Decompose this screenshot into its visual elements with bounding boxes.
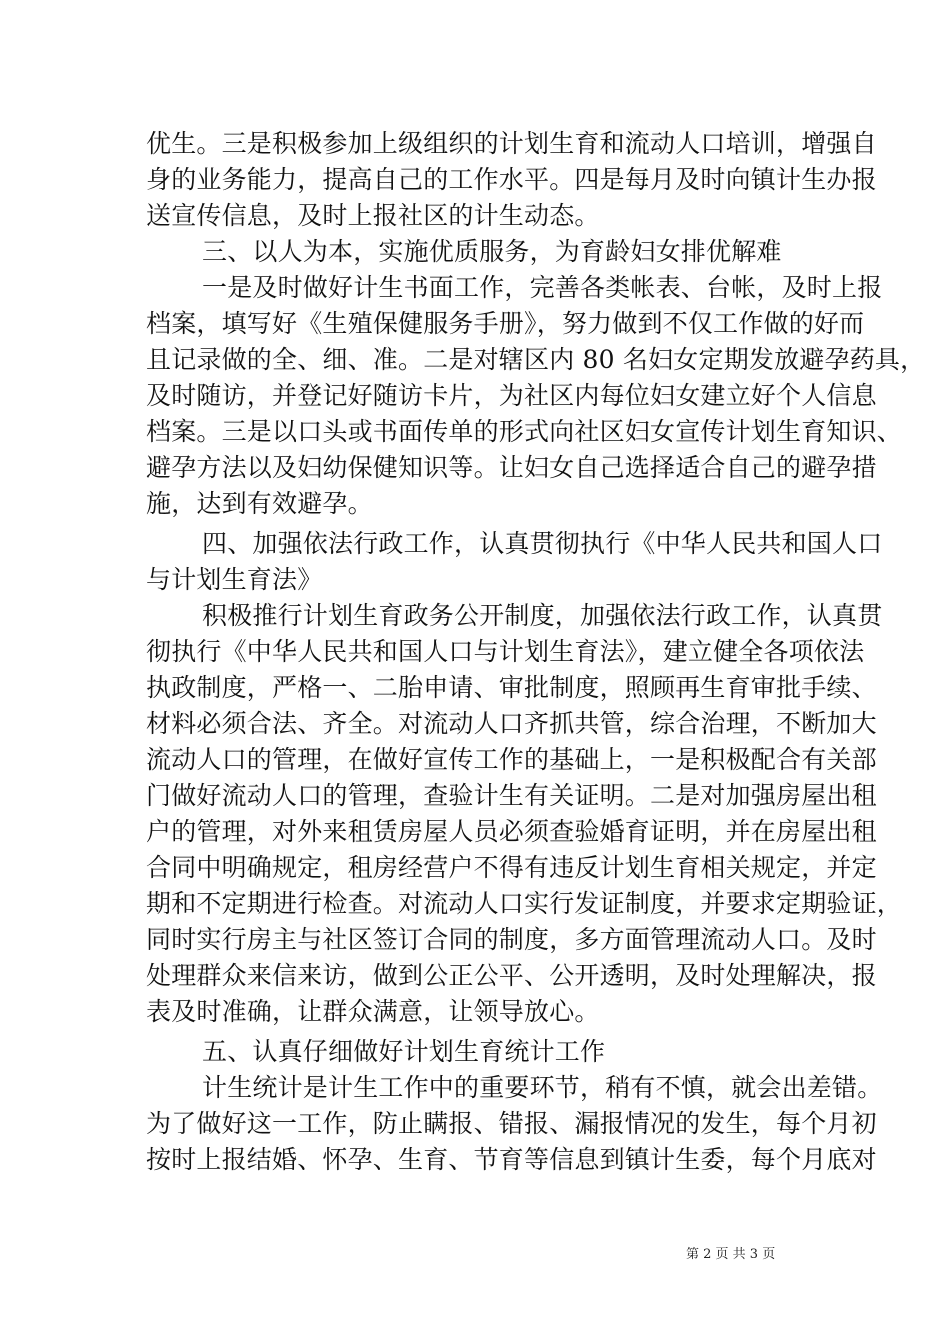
- text-line: 一是及时做好计生书面工作，完善各类帐表、台帐，及时上报: [202, 273, 883, 302]
- section-heading-4: 四、加强依法行政工作，认真贯彻执行《中华人民共和国人口: [202, 529, 883, 558]
- text-line: 合同中明确规定，租房经营户不得有违反计划生育相关规定，并定: [146, 853, 877, 882]
- section-heading-3: 三、以人为本，实施优质服务，为育龄妇女排优解难: [202, 237, 782, 266]
- section-heading-4-cont: 与计划生育法》: [146, 565, 323, 594]
- text-line: 计生统计是计生工作中的重要环节，稍有不慎，就会出差错。: [202, 1073, 883, 1102]
- text-line: 档案。三是以口头或书面传单的形式向社区妇女宣传计划生育知识、: [146, 417, 903, 446]
- text-line: 为了做好这一工作，防止瞒报、错报、漏报情况的发生，每个月初: [146, 1109, 877, 1138]
- text-line: 门做好流动人口的管理，查验计生有关证明。二是对加强房屋出租: [146, 781, 877, 810]
- text-line: 档案，填写好《生殖保健服务手册》，努力做到不仅工作做的好而: [146, 309, 865, 338]
- page-number-footer: 第 2 页 共 3 页: [686, 1247, 776, 1262]
- text-line: 避孕方法以及妇幼保健知识等。让妇女自己选择适合自己的避孕措: [146, 453, 877, 482]
- text-line: 期和不定期进行检查。对流动人口实行发证制度，并要求定期验证，: [146, 889, 903, 918]
- section-heading-5: 五、认真仔细做好计划生育统计工作: [202, 1037, 606, 1066]
- text-line: 执政制度，严格一、二胎申请、审批制度，照顾再生育审批手续、: [146, 673, 877, 702]
- text-line: 按时上报结婚、怀孕、生育、节育等信息到镇计生委，每个月底对: [146, 1145, 877, 1174]
- text-line: 身的业务能力，提高自己的工作水平。四是每月及时向镇计生办报: [146, 165, 877, 194]
- text-line: 送宣传信息，及时上报社区的计生动态。: [146, 201, 600, 230]
- text-line: 优生。三是积极参加上级组织的计划生育和流动人口培训，增强自: [146, 129, 877, 158]
- text-line: 流动人口的管理，在做好宣传工作的基础上，一是积极配合有关部: [146, 745, 877, 774]
- text-line: 表及时准确，让群众满意，让领导放心。: [146, 997, 600, 1026]
- text-line: 施，达到有效避孕。: [146, 489, 373, 518]
- text-line: 积极推行计划生育政务公开制度，加强依法行政工作，认真贯: [202, 601, 883, 630]
- text-line: 材料必须合法、齐全。对流动人口齐抓共管，综合治理，不断加大: [146, 709, 877, 738]
- text-line: 同时实行房主与社区签订合同的制度，多方面管理流动人口。及时: [146, 925, 877, 954]
- text-line: 处理群众来信来访，做到公正公平、公开透明，及时处理解决，报: [146, 961, 877, 990]
- text-line: 且记录做的全、细、准。二是对辖区内 80 名妇女定期发放避孕药具，: [146, 345, 926, 374]
- text-line: 彻执行《中华人民共和国人口与计划生育法》，建立健全各项依法: [146, 637, 865, 666]
- text-line: 及时随访，并登记好随访卡片，为社区内每位妇女建立好个人信息: [146, 381, 877, 410]
- text-line: 户的管理，对外来租赁房屋人员必须查验婚育证明，并在房屋出租: [146, 817, 877, 846]
